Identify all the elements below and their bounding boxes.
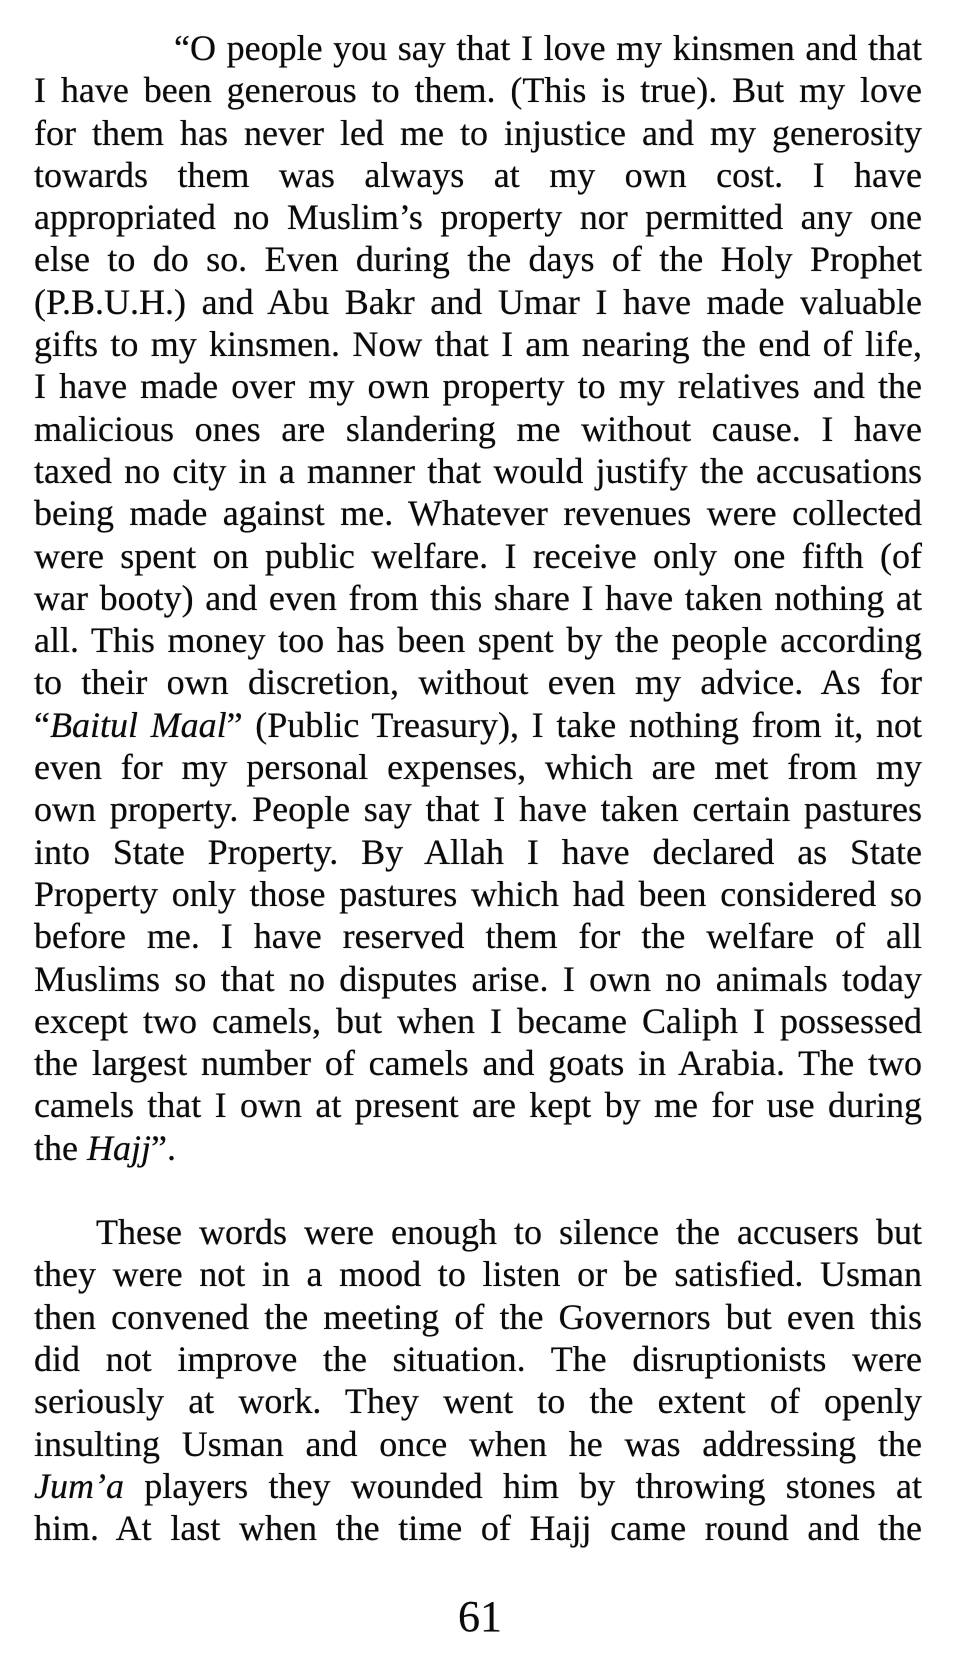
text-segment: for them has never led me to injustice and my generosity xyxy=(34,112,922,153)
text-line xyxy=(34,1084,922,1126)
text-segment: gifts to my kinsmen. Now that I am nearing the end of life, xyxy=(34,324,922,365)
text-line xyxy=(34,915,922,957)
text-line xyxy=(34,1000,922,1042)
text-line xyxy=(34,873,922,915)
text-line xyxy=(34,323,922,365)
italic-term: Hajj xyxy=(86,1127,151,1168)
text-line xyxy=(34,1042,922,1084)
text-line xyxy=(34,1507,922,1549)
text-segment: the xyxy=(34,1127,87,1168)
text-segment: malicious ones are slandering me without cause. I have xyxy=(34,408,922,449)
text-segment: being made against me. Whatever revenues were collected xyxy=(34,493,922,534)
text-segment: ”. xyxy=(151,1127,176,1168)
text-line xyxy=(34,1253,922,1295)
text-line xyxy=(34,281,922,323)
text-line xyxy=(34,238,922,280)
text-segment: then convened the meeting of the Governors but even this xyxy=(34,1296,922,1337)
text-segment: except two camels, but when I became Caliph I possessed xyxy=(34,1000,922,1041)
text-segment: all. This money too has been spent by the people according xyxy=(34,620,922,661)
text-line xyxy=(34,788,922,830)
text-segment: they were not in a mood to listen or be satisfied. Usman xyxy=(34,1254,922,1295)
text-line xyxy=(34,535,922,577)
text-line xyxy=(34,69,922,111)
text-line xyxy=(34,365,922,407)
text-line xyxy=(34,1127,922,1169)
paragraph-usman-speech-quote xyxy=(34,27,922,1169)
text-segment: him. At last when the time of Hajj came round and the xyxy=(34,1508,922,1549)
text-segment: before me. I have reserved them for the welfare of all xyxy=(34,916,922,957)
text-segment: I have been generous to them. (This is true). But my love xyxy=(34,70,922,111)
text-line xyxy=(34,1423,922,1465)
text-segment: taxed no city in a manner that would justify the accusations xyxy=(34,450,922,491)
text-line xyxy=(34,1211,922,1253)
text-segment: own property. People say that I have taken certain pastures xyxy=(34,789,922,830)
text-line xyxy=(34,408,922,450)
text-line xyxy=(34,746,922,788)
text-line xyxy=(34,619,922,661)
text-segment: even for my personal expenses, which are met from my xyxy=(34,747,922,788)
text-segment: the largest number of camels and goats in Arabia. The two xyxy=(34,1043,922,1084)
text-segment: towards them was always at my own cost. I have xyxy=(34,154,922,195)
text-block xyxy=(34,27,922,1549)
text-line xyxy=(34,1465,922,1507)
text-segment: did not improve the situation. The disruptionists were xyxy=(34,1338,922,1379)
text-segment: into State Property. By Allah I have declared as State xyxy=(34,831,922,872)
text-segment: seriously at work. They went to the extent of openly xyxy=(34,1381,922,1422)
text-line xyxy=(34,661,922,703)
text-segment: I have made over my own property to my relatives and the xyxy=(34,366,922,407)
text-line xyxy=(34,27,922,69)
text-line xyxy=(34,196,922,238)
text-segment: “ xyxy=(34,704,50,745)
text-segment: else to do so. Even during the days of the Holy Prophet xyxy=(34,239,922,280)
italic-term: Baitul Maal xyxy=(49,704,227,745)
paragraph-narrative xyxy=(34,1211,922,1549)
text-segment: camels that I own at present are kept by me for use during xyxy=(34,1085,922,1126)
text-segment: Muslims so that no disputes arise. I own no animals today xyxy=(34,958,922,999)
text-line xyxy=(34,958,922,1000)
page-number: 61 xyxy=(458,1592,502,1641)
text-line xyxy=(34,1380,922,1422)
text-segment: insulting Usman and once when he was addressing the xyxy=(34,1423,922,1464)
text-segment: appropriated no Muslim’s property nor permitted any one xyxy=(34,197,922,238)
text-segment: to their own discretion, without even my advice. As for xyxy=(34,662,922,703)
text-line xyxy=(34,1296,922,1338)
text-segment: (P.B.U.H.) and Abu Bakr and Umar I have made valuable xyxy=(34,281,922,322)
text-line xyxy=(34,112,922,154)
text-segment: Property only those pastures which had been considered so xyxy=(34,873,922,914)
text-line xyxy=(34,492,922,534)
text-line xyxy=(34,154,922,196)
text-segment: These words were enough to silence the accusers but xyxy=(96,1212,922,1253)
text-line xyxy=(34,450,922,492)
italic-term: Jum’a xyxy=(34,1465,124,1506)
text-segment: were spent on public welfare. I receive only one fifth (of xyxy=(34,535,922,576)
text-line xyxy=(34,577,922,619)
text-line xyxy=(34,704,922,746)
text-segment: players they wounded him by throwing stones at xyxy=(123,1465,922,1506)
text-segment: war booty) and even from this share I have taken nothing at xyxy=(34,577,922,618)
text-segment: ” (Public Treasury), I take nothing from it, not xyxy=(226,704,922,745)
text-line xyxy=(34,831,922,873)
text-segment: “O people you say that I love my kinsmen and that xyxy=(174,28,922,68)
text-line xyxy=(34,1338,922,1380)
